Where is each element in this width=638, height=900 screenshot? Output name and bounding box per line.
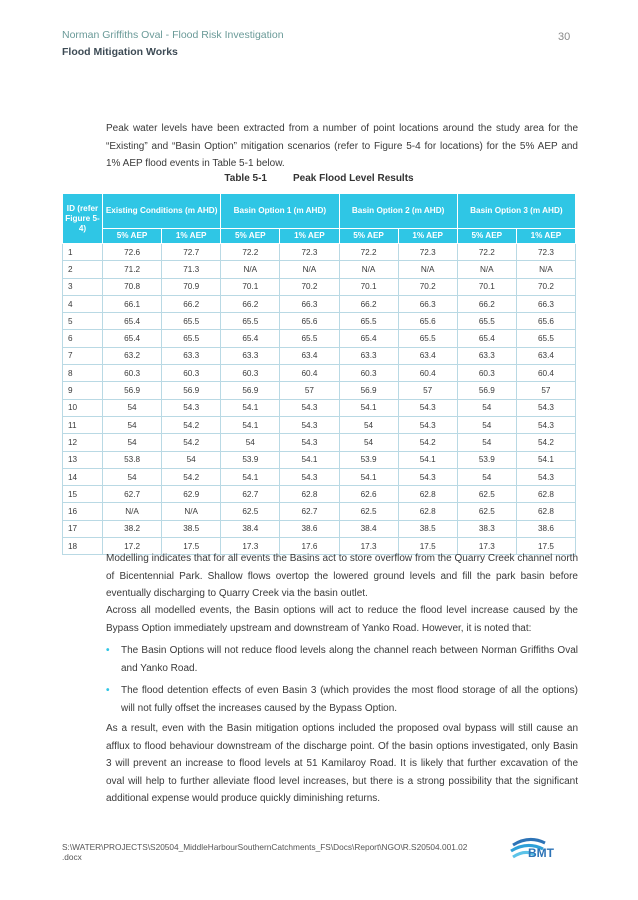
table-cell: 62.9 bbox=[162, 486, 221, 503]
table-cell: 54.1 bbox=[516, 451, 575, 468]
table-cell: 54.2 bbox=[516, 434, 575, 451]
table-cell: 62.7 bbox=[280, 503, 339, 520]
table-cell: 38.6 bbox=[280, 520, 339, 537]
table-cell: 63.3 bbox=[339, 347, 398, 364]
table-cell: 70.8 bbox=[103, 278, 162, 295]
table-cell: 72.3 bbox=[516, 244, 575, 261]
table-cell-id: 11 bbox=[63, 416, 103, 433]
table-cell: 54 bbox=[103, 468, 162, 485]
table-cell: 72.3 bbox=[280, 244, 339, 261]
paragraph-basin-storage: Modelling indicates that for all events the Basins act to store overflow from the Quarry Creek channel north of Bicentennial Park. Shallow flows overtop the lowered ground levels and fill the park basin before eventually discharging to Quarry Creek via the basin outlet. bbox=[106, 553, 578, 599]
table-cell: 63.3 bbox=[162, 347, 221, 364]
table-cell: 62.7 bbox=[103, 486, 162, 503]
intro-paragraph: Peak water levels have been extracted from a number of point locations around the study area for the “Existing” and “Basin Option” mitigation scenarios (refer to Figure 5-4 for locations) for the 5% AEP and 1% AEP flood events in Table 5-1 below. bbox=[106, 123, 578, 169]
table-cell: 54.3 bbox=[516, 416, 575, 433]
table-cell: 63.4 bbox=[516, 347, 575, 364]
table-cell: 57 bbox=[398, 382, 457, 399]
table-cell: 62.8 bbox=[516, 503, 575, 520]
table-cell: N/A bbox=[162, 503, 221, 520]
table-subheader: 1% AEP bbox=[398, 229, 457, 244]
table-cell: 65.5 bbox=[280, 330, 339, 347]
table-cell-id: 17 bbox=[63, 520, 103, 537]
table-cell: 17.6 bbox=[280, 538, 339, 555]
header-title: Norman Griffiths Oval - Flood Risk Investigation bbox=[62, 29, 284, 41]
table-cell-id: 2 bbox=[63, 261, 103, 278]
table-cell: 70.2 bbox=[398, 278, 457, 295]
table-caption bbox=[62, 173, 576, 184]
table-cell: 54 bbox=[103, 416, 162, 433]
table-subheader-row bbox=[63, 229, 576, 244]
table-cell-id: 9 bbox=[63, 382, 103, 399]
table-subheader: 5% AEP bbox=[103, 229, 162, 244]
table-cell: 54.3 bbox=[398, 416, 457, 433]
table-cell: 54.3 bbox=[280, 399, 339, 416]
table-cell: N/A bbox=[280, 261, 339, 278]
bullet-icon: • bbox=[106, 645, 110, 656]
bullet-text: The flood detention effects of even Basin 3 (which provides the most flood storage of all the options) will not fully offset the increases caused by the Bypass Option. bbox=[121, 685, 578, 714]
table-cell-id: 10 bbox=[63, 399, 103, 416]
table-cell: 66.3 bbox=[398, 295, 457, 312]
table-cell: 54 bbox=[103, 399, 162, 416]
table-cell: 62.8 bbox=[398, 503, 457, 520]
footer-path-line: .docx bbox=[62, 852, 82, 862]
table-cell: 65.5 bbox=[457, 313, 516, 330]
table-cell: 66.3 bbox=[280, 295, 339, 312]
table-cell-id: 15 bbox=[63, 486, 103, 503]
table-cell: 65.4 bbox=[457, 330, 516, 347]
table-cell: 63.4 bbox=[398, 347, 457, 364]
table-cell: N/A bbox=[457, 261, 516, 278]
table-cell: 66.2 bbox=[162, 295, 221, 312]
table-cell: N/A bbox=[398, 261, 457, 278]
header-subtitle: Flood Mitigation Works bbox=[62, 46, 178, 58]
table-cell: N/A bbox=[221, 261, 280, 278]
table-cell: 54 bbox=[103, 434, 162, 451]
table-cell: 60.3 bbox=[221, 365, 280, 382]
table-row bbox=[63, 434, 576, 451]
table-cell: 70.2 bbox=[280, 278, 339, 295]
table-row bbox=[63, 261, 576, 278]
table-cell: 56.9 bbox=[339, 382, 398, 399]
bmt-logo-text: BMT bbox=[528, 846, 554, 860]
table-cell: 63.3 bbox=[221, 347, 280, 364]
table-cell: 63.4 bbox=[280, 347, 339, 364]
table-cell: 54.3 bbox=[398, 399, 457, 416]
table-cell: 72.3 bbox=[398, 244, 457, 261]
table-header-group: Basin Option 3 (m AHD) bbox=[457, 194, 575, 229]
table-cell: 54 bbox=[339, 416, 398, 433]
table-cell: 70.1 bbox=[457, 278, 516, 295]
table-cell: 72.2 bbox=[339, 244, 398, 261]
table-cell: 63.3 bbox=[457, 347, 516, 364]
table-row bbox=[63, 313, 576, 330]
table-row bbox=[63, 330, 576, 347]
table-cell: 38.2 bbox=[103, 520, 162, 537]
table-cell: 65.4 bbox=[221, 330, 280, 347]
table-cell: 54.3 bbox=[280, 434, 339, 451]
table-row bbox=[63, 486, 576, 503]
table-cell: 54.2 bbox=[162, 468, 221, 485]
table-subheader: 1% AEP bbox=[280, 229, 339, 244]
table-cell-id: 16 bbox=[63, 503, 103, 520]
table-cell-id: 1 bbox=[63, 244, 103, 261]
table-header-group: Basin Option 1 (m AHD) bbox=[221, 194, 339, 229]
table-cell: 66.2 bbox=[221, 295, 280, 312]
table-row bbox=[63, 244, 576, 261]
table-cell: 60.3 bbox=[457, 365, 516, 382]
table-cell: 57 bbox=[280, 382, 339, 399]
table-cell: 71.2 bbox=[103, 261, 162, 278]
table-cell: 54.3 bbox=[280, 468, 339, 485]
table-cell: 54.1 bbox=[339, 399, 398, 416]
paragraph-basin-reduction: Across all modelled events, the Basin options will act to reduce the flood level increase caused by the Bypass Option immediately upstream and downstream of Yanko Road. However, it is noted that: bbox=[106, 605, 578, 634]
table-subheader: 5% AEP bbox=[221, 229, 280, 244]
table-cell: 66.1 bbox=[103, 295, 162, 312]
table-cell: 54.1 bbox=[221, 468, 280, 485]
table-cell: N/A bbox=[516, 261, 575, 278]
table-cell-id: 18 bbox=[63, 538, 103, 555]
table-cell: 72.6 bbox=[103, 244, 162, 261]
table-cell: 70.1 bbox=[339, 278, 398, 295]
table-cell: 60.3 bbox=[339, 365, 398, 382]
table-row bbox=[63, 347, 576, 364]
table-cell: 60.3 bbox=[162, 365, 221, 382]
table-cell: 54 bbox=[457, 468, 516, 485]
table-cell: 53.9 bbox=[457, 451, 516, 468]
table-cell: 62.6 bbox=[339, 486, 398, 503]
table-cell: 54 bbox=[457, 416, 516, 433]
table-cell-id: 8 bbox=[63, 365, 103, 382]
table-cell: 56.9 bbox=[457, 382, 516, 399]
table-cell: 38.4 bbox=[339, 520, 398, 537]
table-cell: 66.2 bbox=[457, 295, 516, 312]
table-cell: 17.2 bbox=[103, 538, 162, 555]
table-cell: 65.5 bbox=[221, 313, 280, 330]
table-row bbox=[63, 416, 576, 433]
table-cell: 62.8 bbox=[280, 486, 339, 503]
table-row bbox=[63, 503, 576, 520]
table-cell: 66.2 bbox=[339, 295, 398, 312]
table-cell: 62.5 bbox=[221, 503, 280, 520]
bullet-icon: • bbox=[106, 685, 110, 696]
table-cell: 62.7 bbox=[221, 486, 280, 503]
table-cell: 54.2 bbox=[398, 434, 457, 451]
table-cell: 53.8 bbox=[103, 451, 162, 468]
table-cell: 54 bbox=[457, 399, 516, 416]
table-cell: 65.5 bbox=[398, 330, 457, 347]
table-cell: 65.5 bbox=[339, 313, 398, 330]
table-cell: 66.3 bbox=[516, 295, 575, 312]
table-cell: 56.9 bbox=[162, 382, 221, 399]
table-cell: 54.1 bbox=[221, 416, 280, 433]
table-cell: 54 bbox=[457, 434, 516, 451]
table-cell: 65.6 bbox=[280, 313, 339, 330]
table-cell: 65.4 bbox=[339, 330, 398, 347]
table-cell: 38.5 bbox=[162, 520, 221, 537]
table-cell: 54.2 bbox=[162, 434, 221, 451]
table-cell: 72.2 bbox=[221, 244, 280, 261]
table-cell: 38.5 bbox=[398, 520, 457, 537]
table-cell-id: 14 bbox=[63, 468, 103, 485]
table-cell: 54.2 bbox=[162, 416, 221, 433]
table-cell: 54 bbox=[339, 434, 398, 451]
table-subheader: 1% AEP bbox=[162, 229, 221, 244]
table-cell: 65.5 bbox=[162, 313, 221, 330]
table-cell-id: 6 bbox=[63, 330, 103, 347]
table-cell: 60.4 bbox=[516, 365, 575, 382]
table-cell: 54.1 bbox=[280, 451, 339, 468]
footer-path-line: S:\WATER\PROJECTS\S20504_MiddleHarbourSouthernCatchments_FS\Docs\Report\NGO\R.S20504.001.02 bbox=[62, 842, 468, 852]
table-cell: 70.9 bbox=[162, 278, 221, 295]
table-cell: 62.8 bbox=[516, 486, 575, 503]
table-cell: 53.9 bbox=[221, 451, 280, 468]
table-header-id: ID (refer Figure 5-4) bbox=[63, 194, 103, 244]
table-cell: 54.1 bbox=[398, 451, 457, 468]
peak-flood-level-table bbox=[62, 193, 576, 555]
table-subheader: 5% AEP bbox=[339, 229, 398, 244]
table-cell: 65.6 bbox=[398, 313, 457, 330]
table-row bbox=[63, 295, 576, 312]
table-row bbox=[63, 399, 576, 416]
table-cell: 17.5 bbox=[398, 538, 457, 555]
table-cell: 17.3 bbox=[221, 538, 280, 555]
table-cell: 72.2 bbox=[457, 244, 516, 261]
table-cell: 54.1 bbox=[339, 468, 398, 485]
table-row bbox=[63, 451, 576, 468]
table-cell: 62.5 bbox=[457, 503, 516, 520]
table-cell: 60.3 bbox=[103, 365, 162, 382]
table-row bbox=[63, 520, 576, 537]
table-cell: 56.9 bbox=[103, 382, 162, 399]
table-cell-id: 7 bbox=[63, 347, 103, 364]
table-cell: 72.7 bbox=[162, 244, 221, 261]
table-caption-title: Peak Flood Level Results bbox=[293, 173, 414, 184]
table-cell: 71.3 bbox=[162, 261, 221, 278]
table-cell: 62.5 bbox=[339, 503, 398, 520]
table-cell-id: 13 bbox=[63, 451, 103, 468]
table-row bbox=[63, 278, 576, 295]
table-cell: N/A bbox=[339, 261, 398, 278]
table-row bbox=[63, 468, 576, 485]
table-cell-id: 12 bbox=[63, 434, 103, 451]
paragraph-conclusion: As a result, even with the Basin mitigation options included the proposed oval bypass will still cause an afflux to flood behaviour downstream of the discharge point. Of the basin options investigated, only Basin 3 will prevent an increase to flood levels at 51 Kamilaroy Road. It is likely that further excavation of the oval will help to further alleviate flood level increases, but there is a strong possibility that the significant additional expense would produce quickly diminishing returns. bbox=[106, 723, 578, 804]
table-cell: 62.8 bbox=[398, 486, 457, 503]
table-cell: 38.4 bbox=[221, 520, 280, 537]
table-cell: 53.9 bbox=[339, 451, 398, 468]
table-cell: 54.3 bbox=[398, 468, 457, 485]
table-cell: 54.3 bbox=[162, 399, 221, 416]
table-body bbox=[63, 244, 576, 555]
table-cell: 54.3 bbox=[280, 416, 339, 433]
table-cell: 54 bbox=[221, 434, 280, 451]
table-cell-id: 4 bbox=[63, 295, 103, 312]
table-cell: 65.4 bbox=[103, 313, 162, 330]
table-cell: 38.6 bbox=[516, 520, 575, 537]
table-cell-id: 3 bbox=[63, 278, 103, 295]
table-cell: 54.3 bbox=[516, 468, 575, 485]
table-cell: 56.9 bbox=[221, 382, 280, 399]
table-cell: 70.1 bbox=[221, 278, 280, 295]
table-cell: 57 bbox=[516, 382, 575, 399]
table-cell: 38.3 bbox=[457, 520, 516, 537]
table-cell: 65.5 bbox=[516, 330, 575, 347]
table-cell: 17.5 bbox=[162, 538, 221, 555]
page-number: 30 bbox=[558, 31, 571, 43]
table-cell: 54 bbox=[162, 451, 221, 468]
table-cell: 17.3 bbox=[457, 538, 516, 555]
bullet-item bbox=[106, 682, 578, 717]
table-cell: 54.1 bbox=[221, 399, 280, 416]
bullet-text: The Basin Options will not reduce flood levels along the channel reach between Norman Griffiths Oval and Yanko Road. bbox=[121, 645, 578, 674]
table-header-group: Basin Option 2 (m AHD) bbox=[339, 194, 457, 229]
table-cell: 70.2 bbox=[516, 278, 575, 295]
table-caption-number: Table 5-1 bbox=[224, 173, 267, 184]
table-cell: 17.3 bbox=[339, 538, 398, 555]
table-subheader: 5% AEP bbox=[457, 229, 516, 244]
table-cell: 17.5 bbox=[516, 538, 575, 555]
table-cell: N/A bbox=[103, 503, 162, 520]
table-row bbox=[63, 365, 576, 382]
table-cell: 63.2 bbox=[103, 347, 162, 364]
table-cell: 60.4 bbox=[398, 365, 457, 382]
table-cell: 54.3 bbox=[516, 399, 575, 416]
table-cell: 65.5 bbox=[162, 330, 221, 347]
footer-file-path bbox=[62, 842, 467, 862]
table-header-group: Existing Conditions (m AHD) bbox=[103, 194, 221, 229]
table-cell: 62.5 bbox=[457, 486, 516, 503]
table-cell: 65.4 bbox=[103, 330, 162, 347]
table-cell: 65.6 bbox=[516, 313, 575, 330]
bullet-item bbox=[106, 642, 578, 677]
table-cell-id: 5 bbox=[63, 313, 103, 330]
table-row bbox=[63, 382, 576, 399]
table-subheader: 1% AEP bbox=[516, 229, 575, 244]
table-cell: 60.4 bbox=[280, 365, 339, 382]
